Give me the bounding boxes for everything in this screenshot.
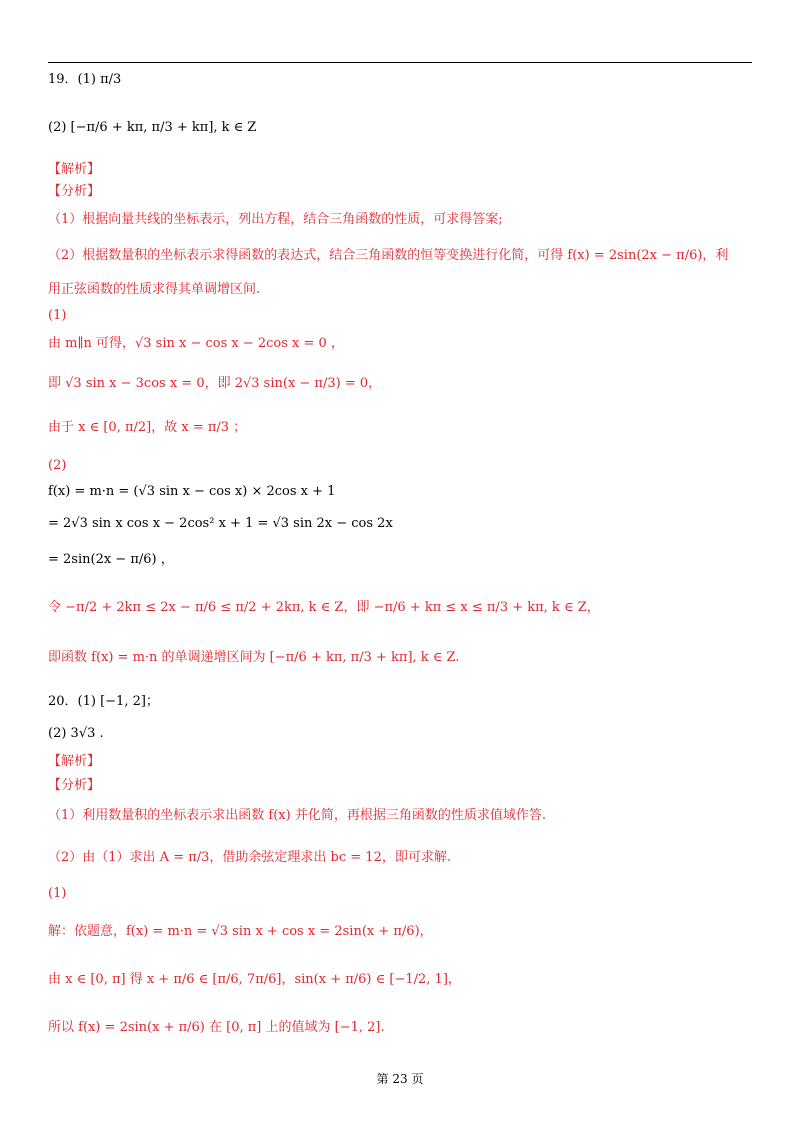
q19-part2-line2: = 2√3 sin x cos x − 2cos² x + 1 = √3 sin 2x − cos 2x xyxy=(48,516,393,531)
q19-part1-line1: 由 m∥n 可得，√3 sin x − cos x − 2cos x = 0 ， xyxy=(48,336,344,351)
q20-analysis-2: （2）由（1）求出 A = π/3，借助余弦定理求出 bc = 12，即可求解. xyxy=(48,850,451,865)
q20-part1-line2: 由 x ∈ [0, π] 得 x + π/6 ∈ [π/6, 7π/6]，sin(x + π/6) ∈ [−1/2, 1]， xyxy=(48,972,461,987)
q19-part2-line3: = 2sin(2x − π/6) ， xyxy=(48,552,174,567)
q19-part1-label: (1) xyxy=(48,308,67,323)
q19-answer-1: 19．(1) π/3 xyxy=(48,72,122,87)
q19-jiexi-heading: 【解析】 xyxy=(48,162,101,177)
q20-part1-line1: 解：依题意，f(x) = m·n = √3 sin x + cos x = 2sin(x + π/6)， xyxy=(48,924,433,939)
q19-analysis-2a: （2）根据数量积的坐标表示求得函数的表达式，结合三角函数的恒等变换进行化简，可得 f(x) = 2sin(2x − π/6)，利 xyxy=(48,248,729,263)
q19-part1-line2: 即 √3 sin x − 3cos x = 0，即 2√3 sin(x − π/3) = 0， xyxy=(48,376,382,391)
q19-part2-label: (2) xyxy=(48,458,67,473)
q20-answer-2: (2) 3√3 . xyxy=(48,726,104,741)
q19-analysis-1: （1）根据向量共线的坐标表示，列出方程，结合三角函数的性质，可求得答案; xyxy=(48,212,503,227)
q19-part1-line3: 由于 x ∈ [0, π/2]，故 x = π/3 ； xyxy=(48,420,247,435)
header-rule xyxy=(48,62,752,63)
q19-fenxi-heading: 【分析】 xyxy=(48,184,101,199)
q20-part1-line3: 所以 f(x) = 2sin(x + π/6) 在 [0, π] 上的值域为 [−1, 2]. xyxy=(48,1020,385,1035)
q19-part2-line4: 令 −π/2 + 2kπ ≤ 2x − π/6 ≤ π/2 + 2kπ, k ∈ Z，即 −π/6 + kπ ≤ x ≤ π/3 + kπ, k ∈ Z， xyxy=(48,600,600,615)
q19-part2-line5: 即函数 f(x) = m·n 的单调递增区间为 [−π/6 + kπ, π/3 + kπ], k ∈ Z. xyxy=(48,650,460,665)
q19-answer-2: (2) [−π/6 + kπ, π/3 + kπ], k ∈ Z xyxy=(48,120,257,135)
q20-part1-label: (1) xyxy=(48,886,67,901)
q20-jiexi-heading: 【解析】 xyxy=(48,754,101,769)
q19-analysis-2b: 用正弦函数的性质求得其单调增区间. xyxy=(48,282,261,297)
q20-answer-1: 20．(1) [−1, 2]； xyxy=(48,694,159,709)
q20-analysis-1: （1）利用数量积的坐标表示求出函数 f(x) 并化简，再根据三角函数的性质求值域作答. xyxy=(48,808,546,823)
q20-fenxi-heading: 【分析】 xyxy=(48,778,101,793)
q19-part2-line1: f(x) = m·n = (√3 sin x − cos x) × 2cos x + 1 xyxy=(48,484,336,499)
page-footer: 第 23 页 xyxy=(376,1072,424,1086)
